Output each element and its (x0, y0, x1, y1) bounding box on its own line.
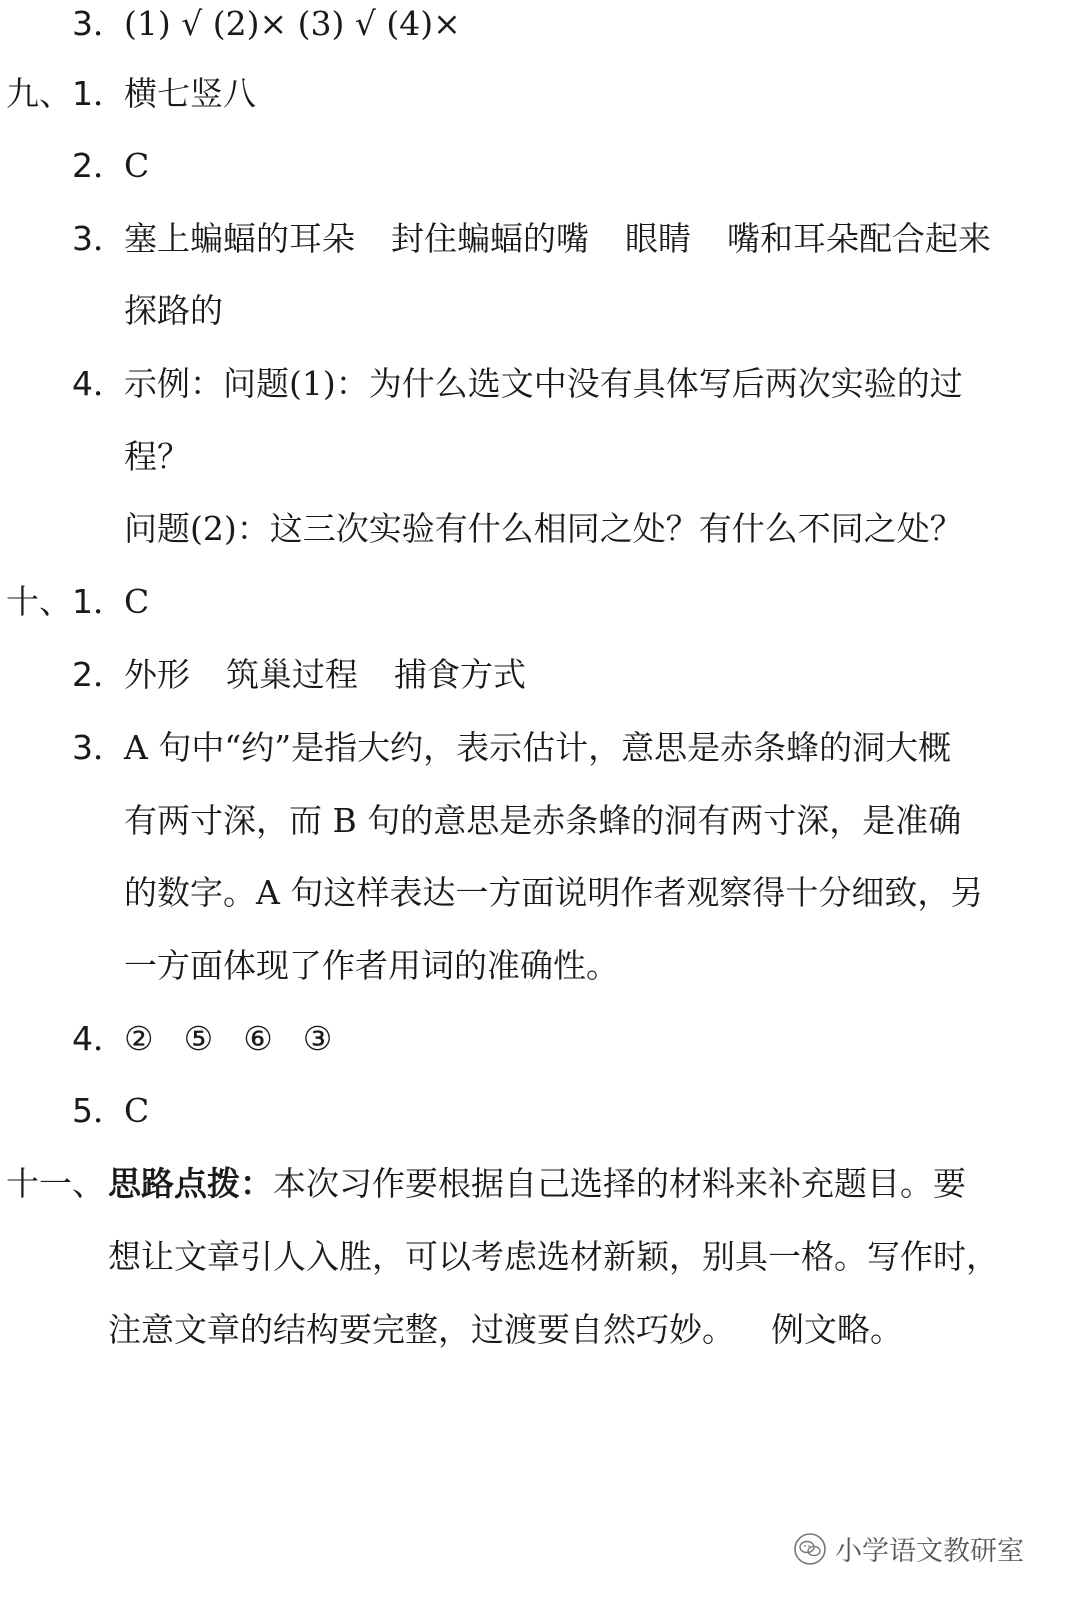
question-number: 3． (72, 728, 126, 767)
answer-part: 眼睛 (625, 219, 691, 258)
question-number: 4． (72, 364, 126, 403)
question-number: 2． (72, 655, 126, 694)
answer-part: 塞上蝙蝠的耳朵 (124, 219, 355, 258)
circled-number: ② (124, 1019, 154, 1058)
question-number: 1． (72, 74, 126, 113)
answer-text (108, 1164, 966, 1204)
answer-text: 想让文章引人入胜，可以考虑选材新颖，别具一格。写作时， (108, 1237, 999, 1276)
watermark (793, 1529, 1024, 1568)
answer-text: 程？ (124, 437, 190, 476)
hint-text: 例文略。 (771, 1310, 903, 1349)
section-number: 九、 (6, 74, 72, 113)
answer-text: C (124, 1091, 150, 1130)
answer-part: 封住蝙蝠的嘴 (391, 219, 589, 258)
answer-part: 捕食方式 (394, 655, 526, 694)
answer-text: C (124, 146, 150, 185)
question-number: 3． (72, 4, 126, 43)
answer-text: 探路的 (124, 291, 223, 330)
answer-part: 嘴和耳朵配合起来 (727, 219, 991, 258)
answer-text: 问题(2)：这三次实验有什么相同之处？有什么不同之处？ (124, 509, 963, 548)
section-number: 十一、 (6, 1164, 105, 1203)
circled-number: ⑤ (183, 1019, 214, 1058)
circled-number: ③ (302, 1019, 333, 1058)
question-number: 5． (72, 1091, 126, 1130)
circled-number: ⑥ (243, 1019, 273, 1058)
question-number: 2． (72, 146, 126, 185)
answer-text (124, 219, 991, 259)
answer-text: 一方面体现了作者用词的准确性。 (124, 946, 619, 985)
answer-text: A 句中“约”是指大约，表示估计，意思是赤条蜂的洞大概 (124, 728, 952, 767)
answer-text (124, 655, 526, 695)
answer-text: 横七竖八 (124, 74, 256, 113)
answer-text: 示例：问题(1)：为什么选文中没有具体写后两次实验的过 (124, 364, 963, 403)
wechat-icon (793, 1532, 827, 1566)
answer-text (108, 1310, 903, 1350)
hint-label: 思路点拨： (108, 1164, 273, 1203)
section-number: 十、 (6, 582, 72, 621)
answer-text: C (124, 582, 150, 621)
hint-text: 注意文章的结构要完整，过渡要自然巧妙。 (108, 1310, 735, 1349)
answer-text (124, 1019, 362, 1059)
answer-text: (1) √ (2)× (3) √ (4)× (124, 4, 461, 43)
question-number: 4． (72, 1019, 126, 1058)
answer-part: 筑巢过程 (226, 655, 358, 694)
hint-text: 本次习作要根据自己选择的材料来补充题目。要 (273, 1164, 966, 1203)
answer-text: 的数字。A 句这样表达一方面说明作者观察得十分细致，另 (124, 873, 984, 912)
question-number: 3． (72, 219, 126, 258)
question-number: 1． (72, 582, 126, 621)
watermark-text: 小学语文教研室 (835, 1536, 1024, 1567)
answer-part: 外形 (124, 655, 190, 694)
answer-text: 有两寸深，而 B 句的意思是赤条蜂的洞有两寸深，是准确 (124, 801, 962, 840)
